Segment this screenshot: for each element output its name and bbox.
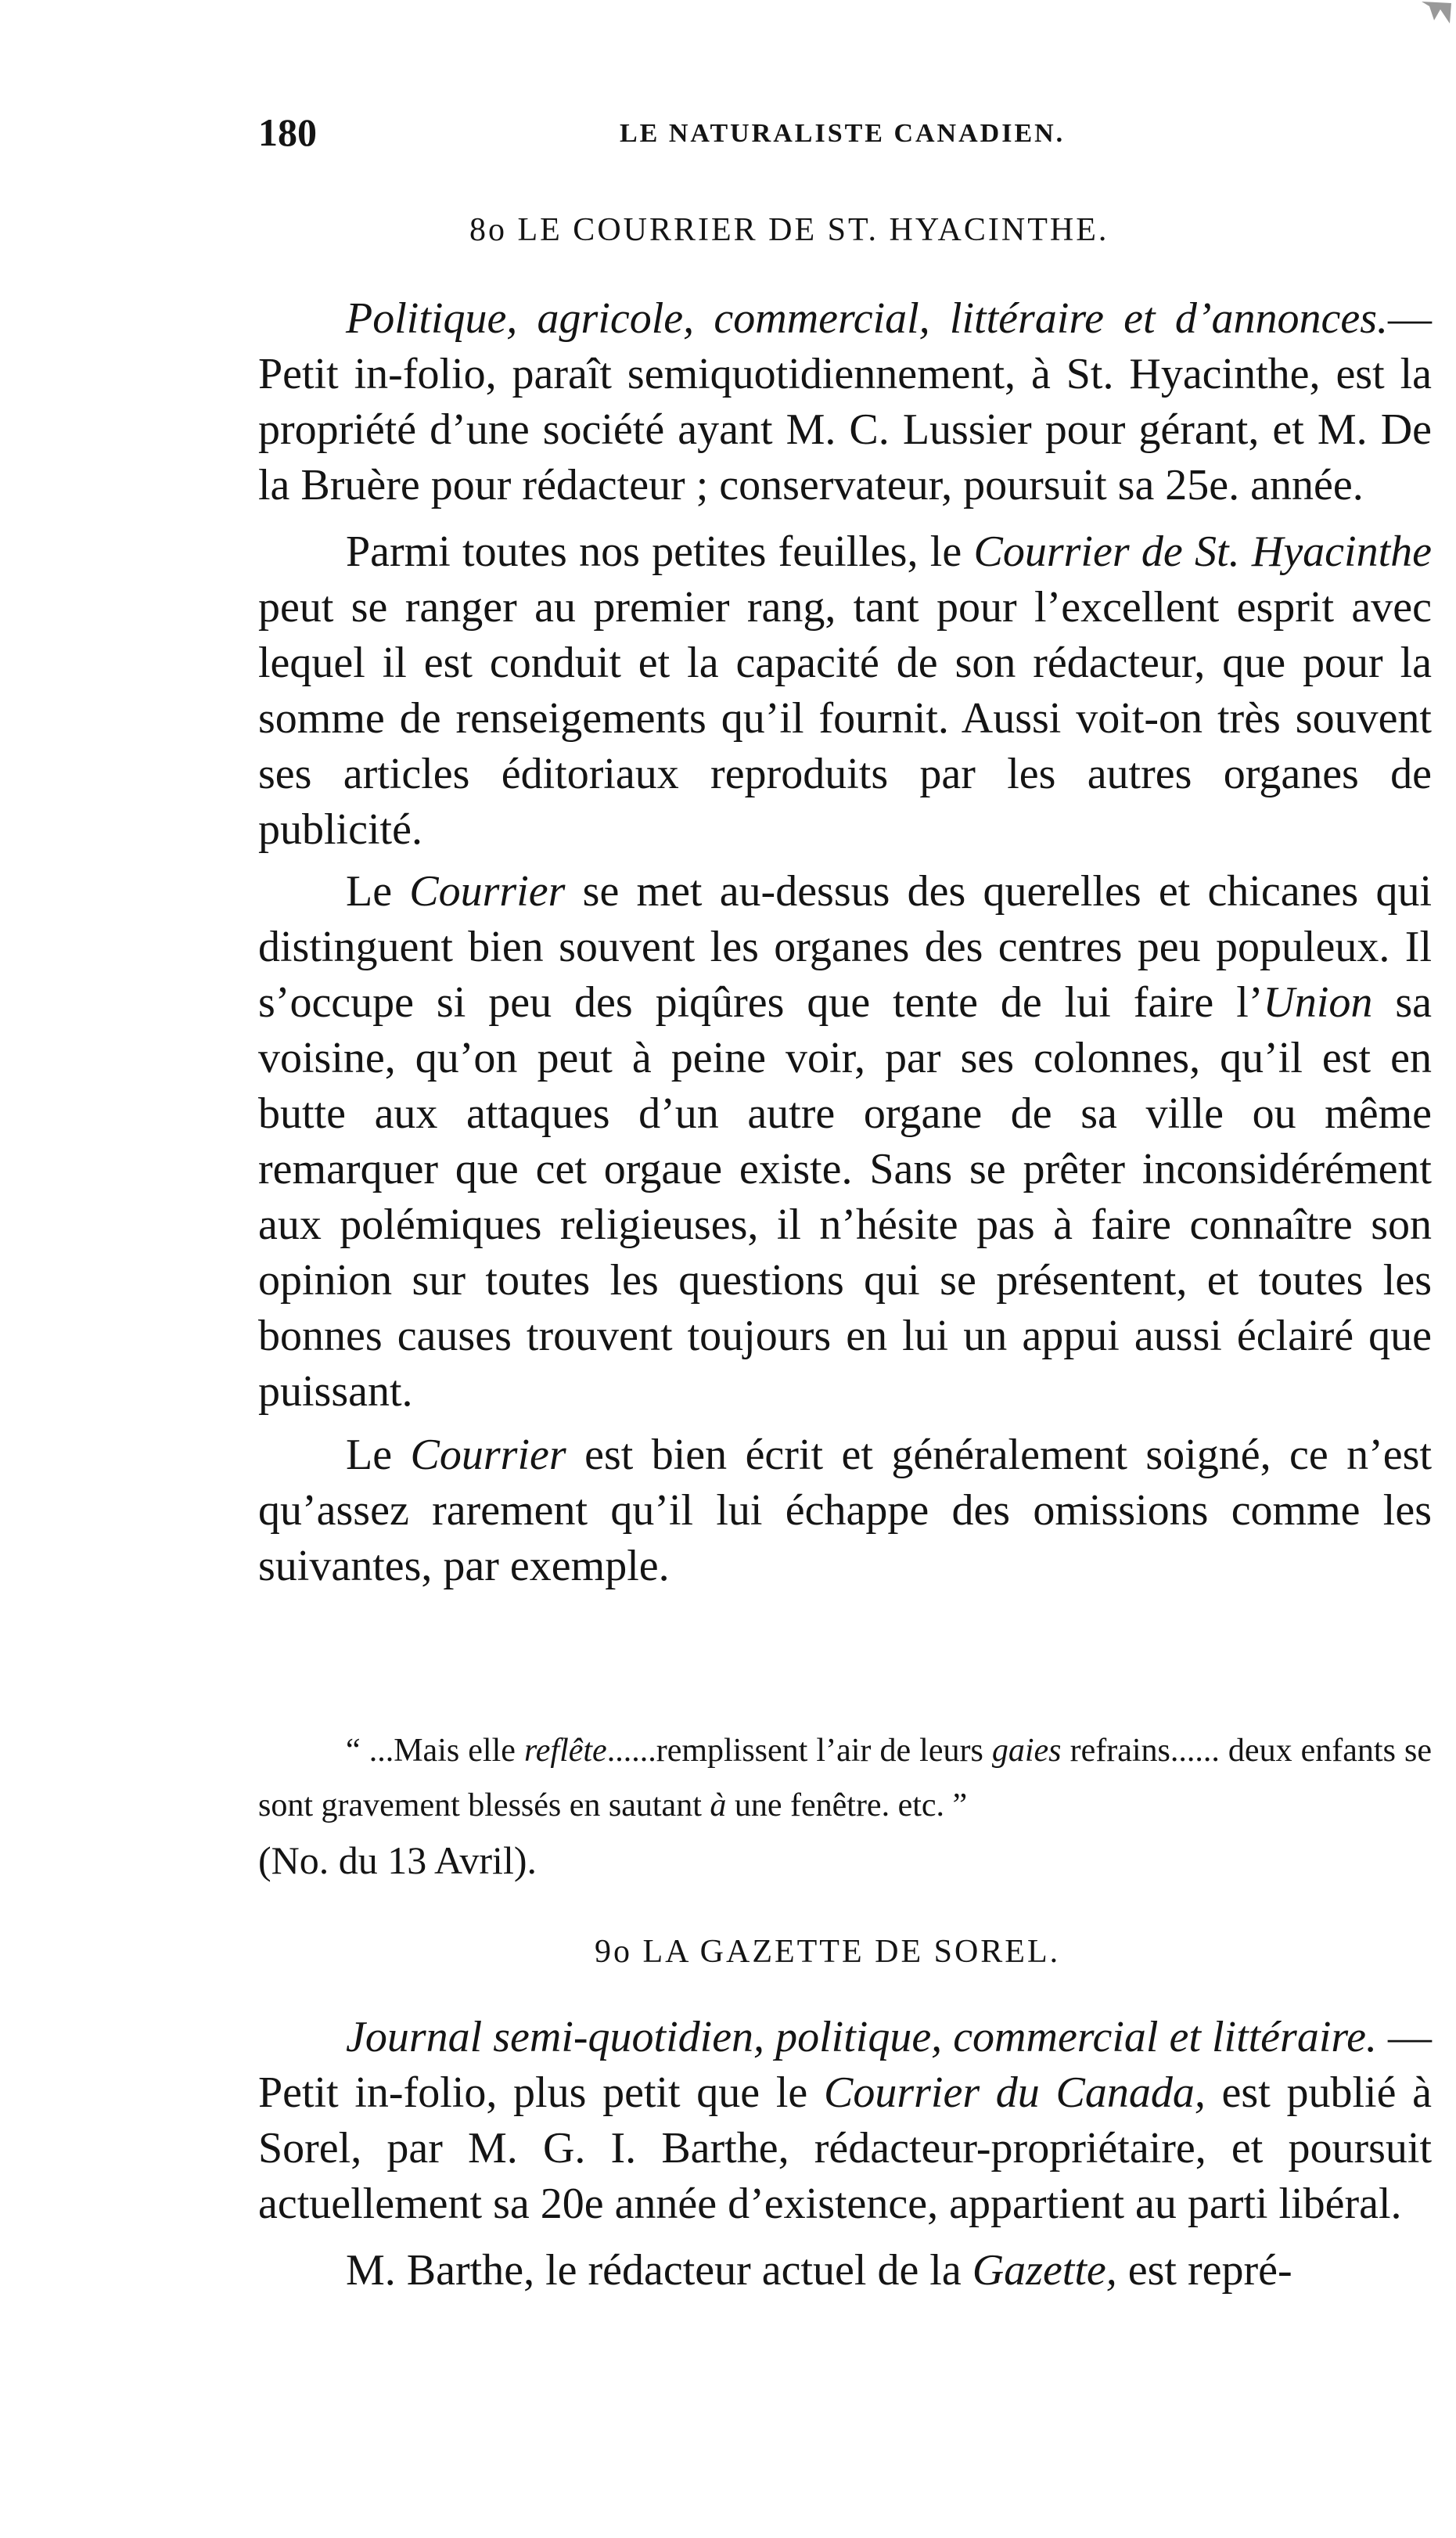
quote-part: une fenêtre. etc. ”	[726, 1787, 968, 1823]
paragraph-text: est repré-	[1116, 2246, 1292, 2295]
quote-part: ......remplissent l’air de leurs	[606, 1733, 992, 1769]
ink-smudge-mark	[1406, 0, 1453, 31]
italic-title: Gazette,	[972, 2246, 1117, 2295]
paragraph-text: Le	[346, 867, 410, 916]
italic-title: Union	[1263, 978, 1373, 1027]
italic-title: Courrier du Canada,	[823, 2068, 1206, 2117]
section-heading-courrier: 8o LE COURRIER DE ST. HYACINTHE.	[469, 212, 1109, 248]
italic-title: Courrier de St. Hyacinthe	[973, 527, 1433, 576]
section-heading-gazette: 9o LA GAZETTE DE SOREL.	[595, 1934, 1061, 1970]
paragraph-text: — Petit in-folio, paraît semiquotidiennement, à St. Hyacinthe, est la propriété d’une société ayant M. C. Lussier pour gérant, et M. De la Bruère pour rédacteur ; conservateur, poursuit sa 25e. année.	[258, 294, 1432, 509]
section-8-body	[258, 291, 1432, 1594]
paragraph-text: M. Barthe, le rédacteur actuel de la	[346, 2246, 972, 2295]
page-number: 180	[258, 110, 317, 154]
paragraph-2	[258, 2243, 1432, 2299]
paragraph-text: sa voisine, qu’on peut à peine voir, par ses colonnes, qu’il est en butte aux attaques d’un autre organe de sa ville ou même remarquer que cet orgaue existe. Sans se prêter inconsidérément aux polémiques religieuses, il n’hésite pas à faire connaître son opinion sur toutes les questions qui se présentent, et toutes les bonnes causes trouvent toujours en lui un appui aussi éclairé que puissant.	[258, 978, 1432, 1416]
paragraph-text: est publié à Sorel, par M. G. I. Barthe, rédacteur-propriétaire, et poursuit actuellement sa 20e année d’existence, appartient au parti libéral.	[258, 2068, 1432, 2228]
paragraph-2	[258, 524, 1432, 858]
italic-title: Courrier	[409, 867, 566, 916]
paragraph-3	[258, 864, 1432, 1420]
italic-title: Courrier	[410, 1431, 566, 1479]
paragraph-text: se met au-dessus des querelles et chicanes qui distinguent bien souvent les organes des centres peu populeux. Il s’occupe si peu des piqûres que tente de lui faire l’	[258, 867, 1432, 1027]
paragraph-text: Parmi toutes nos petites feuilles, le	[346, 527, 974, 576]
paragraph-text: — Petit in-folio, plus petit que le	[258, 2013, 1432, 2117]
paragraph-1	[258, 291, 1432, 513]
quote-italic: reflête	[523, 1733, 607, 1769]
quote-italic: gaies	[991, 1733, 1062, 1769]
running-head	[258, 110, 1447, 172]
subtitle-italic: Journal semi-quotidien, politique, commercial et littéraire.	[346, 2013, 1377, 2061]
paragraph-text: est bien écrit et généralement soigné, ce n’est qu’assez rarement qu’il lui échappe des omissions comme les suivantes, par exemple.	[258, 1431, 1433, 1590]
quote-text	[258, 1723, 1432, 1833]
quoted-example	[258, 1723, 1432, 1888]
paragraph-4	[258, 1427, 1432, 1594]
paragraph-1	[258, 2010, 1432, 2232]
quote-part: refrains...... deux enfants se sont gravement blessés en sautant	[258, 1733, 1432, 1823]
section-9-body	[258, 2010, 1432, 2299]
subtitle-italic: Politique, agricole, commercial, littéraire et d’annonces.	[346, 294, 1388, 343]
paragraph-text: Le	[346, 1431, 411, 1479]
quote-reference: (No. du 13 Avril).	[258, 1838, 537, 1882]
quote-part: “ ...Mais elle	[346, 1733, 524, 1769]
journal-title: LE NATURALISTE CANADIEN.	[620, 119, 1066, 148]
paragraph-text: peut se ranger au premier rang, tant pour l’excellent esprit avec lequel il est conduit et la capacité de son rédacteur, que pour la somme de renseigements qu’il fournit. Aussi voit-on très souvent ses articles éditoriaux reproduits par les autres organes de publicité.	[258, 583, 1432, 854]
quote-italic: à	[710, 1787, 727, 1823]
